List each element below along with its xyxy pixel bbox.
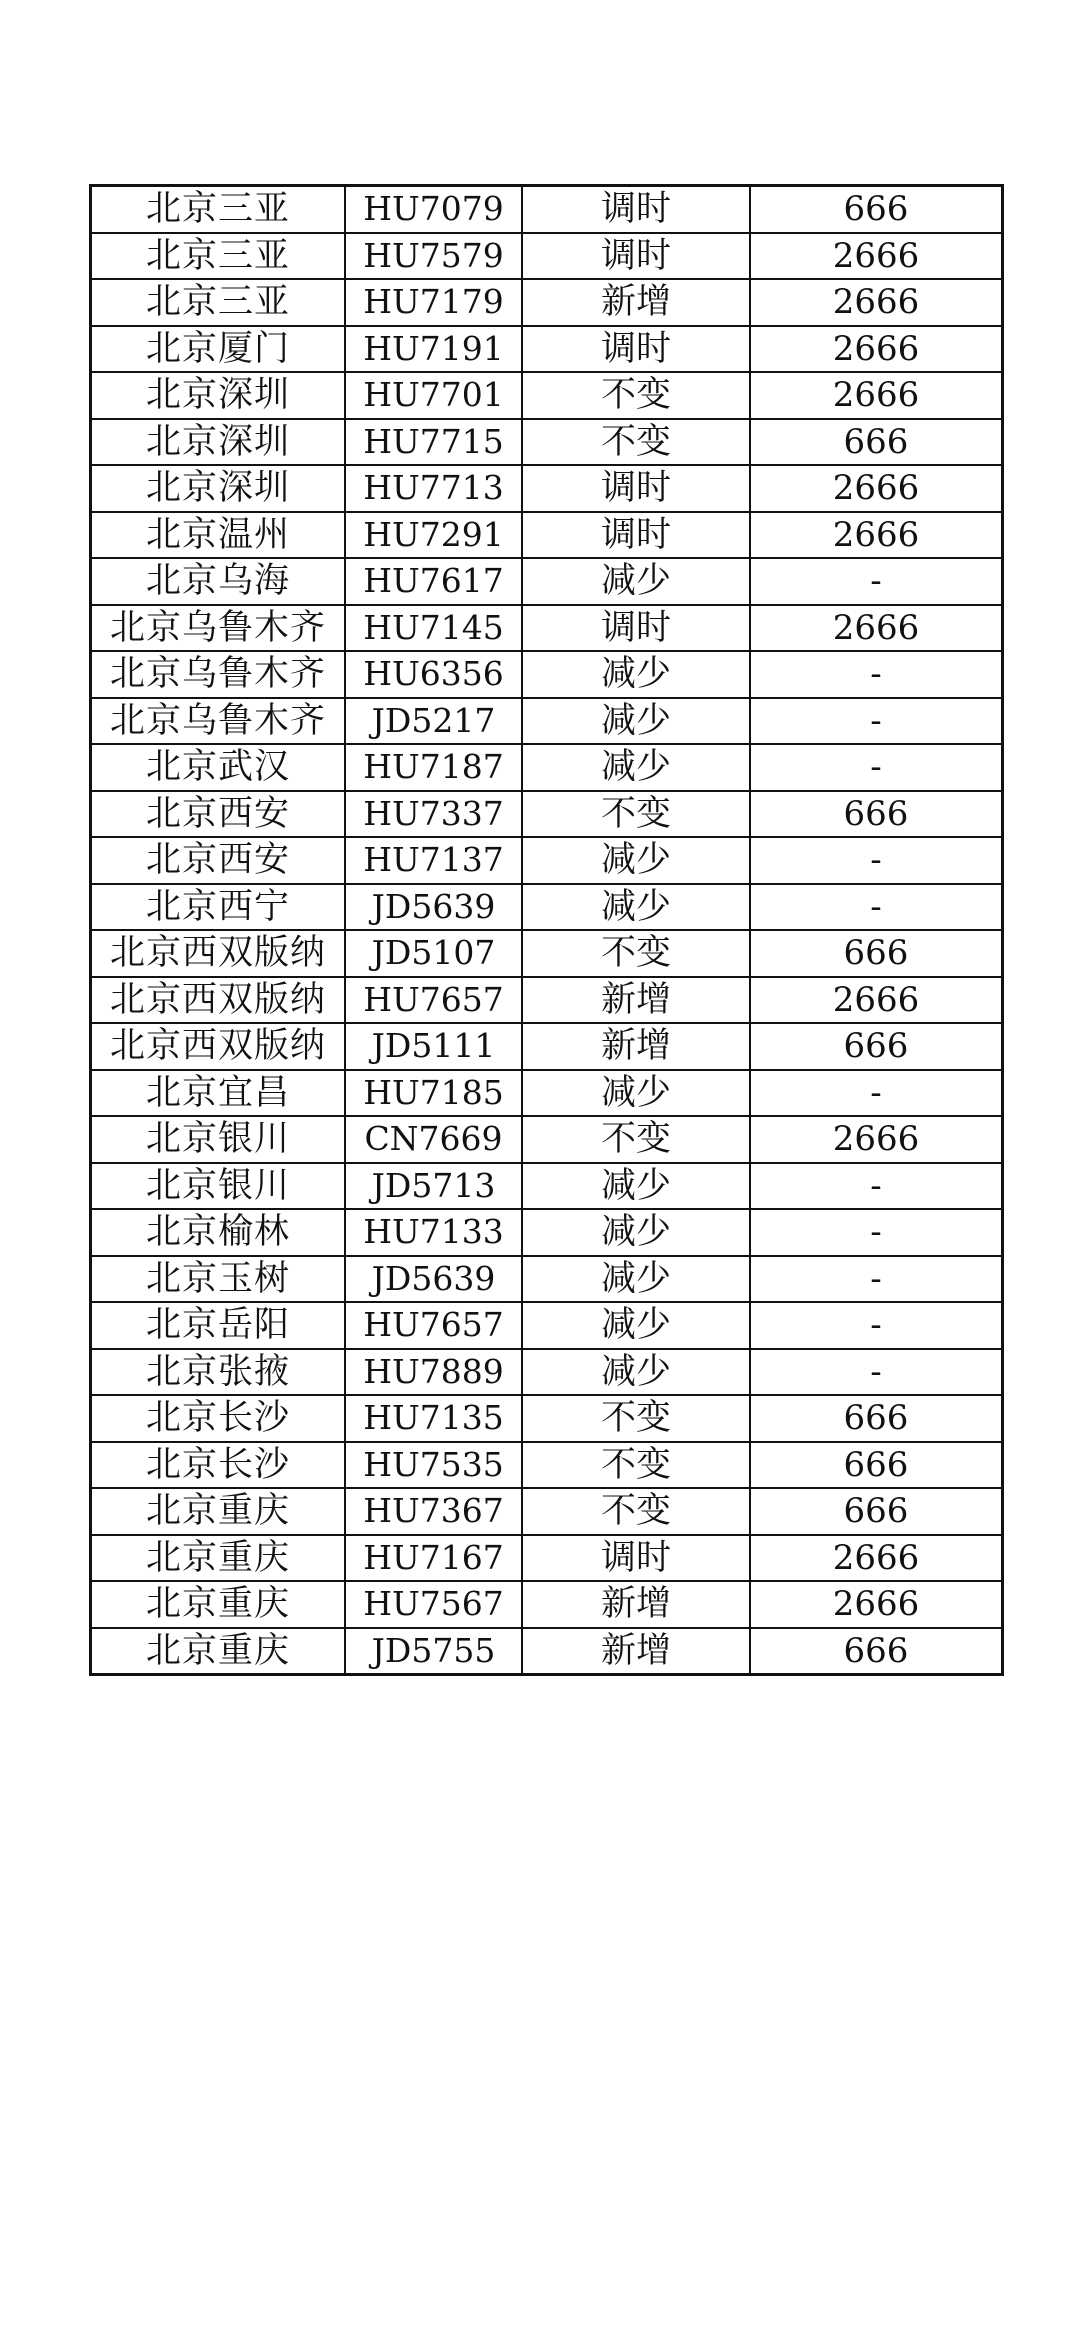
status-cell: 不变 [522,1116,750,1163]
route-cell: 北京深圳 [91,419,346,466]
status-cell: 新增 [522,1581,750,1628]
table-row [91,1395,1003,1442]
route-cell: 北京重庆 [91,1535,346,1582]
flight-number-cell: HU6356 [345,651,522,698]
status-cell: 调时 [522,605,750,652]
flight-number-cell: JD5639 [345,1256,522,1303]
flight-number-cell: HU7567 [345,1581,522,1628]
route-cell: 北京西安 [91,791,346,838]
table-row [91,837,1003,884]
flight-number-cell: HU7657 [345,977,522,1024]
status-cell: 调时 [522,512,750,559]
flight-number-cell: HU7145 [345,605,522,652]
price-cell: 2666 [750,605,1003,652]
flight-number-cell: HU7179 [345,279,522,326]
table-row [91,930,1003,977]
status-cell: 调时 [522,326,750,373]
route-cell: 北京武汉 [91,744,346,791]
table-row [91,1302,1003,1349]
flight-number-cell: JD5755 [345,1628,522,1675]
flight-number-cell: CN7669 [345,1116,522,1163]
table-row [91,605,1003,652]
price-cell: - [750,837,1003,884]
status-cell: 减少 [522,1070,750,1117]
route-cell: 北京深圳 [91,372,346,419]
status-cell: 减少 [522,1209,750,1256]
table-row [91,372,1003,419]
flight-number-cell: HU7367 [345,1488,522,1535]
route-cell: 北京榆林 [91,1209,346,1256]
table-row [91,1442,1003,1489]
status-cell: 调时 [522,465,750,512]
flight-schedule-table [89,184,1004,1676]
status-cell: 减少 [522,1349,750,1396]
flight-number-cell: HU7291 [345,512,522,559]
table-row [91,1628,1003,1675]
status-cell: 减少 [522,1163,750,1210]
status-cell: 不变 [522,1395,750,1442]
price-cell: 666 [750,419,1003,466]
price-cell: 666 [750,1628,1003,1675]
status-cell: 不变 [522,1488,750,1535]
route-cell: 北京西双版纳 [91,977,346,1024]
table-row [91,326,1003,373]
price-cell: 2666 [750,512,1003,559]
route-cell: 北京银川 [91,1116,346,1163]
table-row [91,791,1003,838]
flight-number-cell: HU7337 [345,791,522,838]
price-cell: 2666 [750,372,1003,419]
price-cell: - [750,1302,1003,1349]
flight-number-cell: JD5111 [345,1023,522,1070]
flight-number-cell: HU7535 [345,1442,522,1489]
route-cell: 北京深圳 [91,465,346,512]
table-row [91,1488,1003,1535]
table-row [91,465,1003,512]
flight-number-cell: HU7617 [345,558,522,605]
status-cell: 不变 [522,372,750,419]
table-row [91,1256,1003,1303]
price-cell: 666 [750,1442,1003,1489]
status-cell: 新增 [522,1628,750,1675]
table-row [91,558,1003,605]
table-row [91,1070,1003,1117]
status-cell: 减少 [522,744,750,791]
status-cell: 减少 [522,1256,750,1303]
price-cell: - [750,1209,1003,1256]
table-row [91,1581,1003,1628]
status-cell: 调时 [522,186,750,233]
table-row [91,279,1003,326]
status-cell: 减少 [522,884,750,931]
route-cell: 北京重庆 [91,1488,346,1535]
price-cell: - [750,558,1003,605]
price-cell: 2666 [750,977,1003,1024]
price-cell: - [750,698,1003,745]
route-cell: 北京宜昌 [91,1070,346,1117]
table-row [91,186,1003,233]
route-cell: 北京玉树 [91,1256,346,1303]
status-cell: 新增 [522,977,750,1024]
route-cell: 北京西安 [91,837,346,884]
table-row [91,1349,1003,1396]
route-cell: 北京西双版纳 [91,1023,346,1070]
price-cell: 666 [750,186,1003,233]
table-row [91,1535,1003,1582]
status-cell: 不变 [522,1442,750,1489]
route-cell: 北京银川 [91,1163,346,1210]
price-cell: 2666 [750,279,1003,326]
flight-number-cell: HU7137 [345,837,522,884]
route-cell: 北京重庆 [91,1628,346,1675]
table-row [91,1116,1003,1163]
flight-number-cell: JD5639 [345,884,522,931]
route-cell: 北京乌海 [91,558,346,605]
status-cell: 减少 [522,558,750,605]
table-row [91,698,1003,745]
route-cell: 北京西双版纳 [91,930,346,977]
flight-number-cell: HU7135 [345,1395,522,1442]
flight-number-cell: HU7079 [345,186,522,233]
flight-number-cell: HU7715 [345,419,522,466]
price-cell: - [750,1256,1003,1303]
status-cell: 不变 [522,791,750,838]
price-cell: - [750,744,1003,791]
flight-number-cell: HU7701 [345,372,522,419]
price-cell: - [750,1070,1003,1117]
status-cell: 调时 [522,233,750,280]
route-cell: 北京乌鲁木齐 [91,651,346,698]
price-cell: 2666 [750,326,1003,373]
flight-number-cell: HU7133 [345,1209,522,1256]
flight-number-cell: HU7185 [345,1070,522,1117]
status-cell: 减少 [522,1302,750,1349]
price-cell: 666 [750,791,1003,838]
route-cell: 北京西宁 [91,884,346,931]
price-cell: 666 [750,1395,1003,1442]
price-cell: 2666 [750,1116,1003,1163]
price-cell: 2666 [750,1581,1003,1628]
flight-number-cell: HU7889 [345,1349,522,1396]
table-row [91,977,1003,1024]
route-cell: 北京张掖 [91,1349,346,1396]
table-body [91,186,1003,1675]
price-cell: - [750,1349,1003,1396]
status-cell: 新增 [522,1023,750,1070]
price-cell: - [750,651,1003,698]
route-cell: 北京乌鲁木齐 [91,698,346,745]
price-cell: 2666 [750,1535,1003,1582]
price-cell: 2666 [750,233,1003,280]
flight-number-cell: HU7187 [345,744,522,791]
table-row [91,651,1003,698]
table-row [91,233,1003,280]
table-row [91,1163,1003,1210]
route-cell: 北京三亚 [91,279,346,326]
table-row [91,512,1003,559]
route-cell: 北京乌鲁木齐 [91,605,346,652]
price-cell: - [750,1163,1003,1210]
route-cell: 北京厦门 [91,326,346,373]
route-cell: 北京重庆 [91,1581,346,1628]
flight-number-cell: HU7191 [345,326,522,373]
route-cell: 北京长沙 [91,1442,346,1489]
route-cell: 北京岳阳 [91,1302,346,1349]
price-cell: 666 [750,1023,1003,1070]
price-cell: 2666 [750,465,1003,512]
flight-number-cell: HU7167 [345,1535,522,1582]
table-row [91,419,1003,466]
price-cell: 666 [750,930,1003,977]
status-cell: 减少 [522,651,750,698]
table-row [91,1209,1003,1256]
status-cell: 不变 [522,930,750,977]
status-cell: 减少 [522,837,750,884]
status-cell: 不变 [522,419,750,466]
table-row [91,884,1003,931]
route-cell: 北京长沙 [91,1395,346,1442]
route-cell: 北京三亚 [91,233,346,280]
flight-number-cell: HU7579 [345,233,522,280]
status-cell: 新增 [522,279,750,326]
table-row [91,1023,1003,1070]
flight-number-cell: HU7713 [345,465,522,512]
route-cell: 北京温州 [91,512,346,559]
status-cell: 调时 [522,1535,750,1582]
flight-number-cell: HU7657 [345,1302,522,1349]
flight-number-cell: JD5107 [345,930,522,977]
flight-number-cell: JD5217 [345,698,522,745]
route-cell: 北京三亚 [91,186,346,233]
table-row [91,744,1003,791]
flight-number-cell: JD5713 [345,1163,522,1210]
price-cell: 666 [750,1488,1003,1535]
price-cell: - [750,884,1003,931]
status-cell: 减少 [522,698,750,745]
